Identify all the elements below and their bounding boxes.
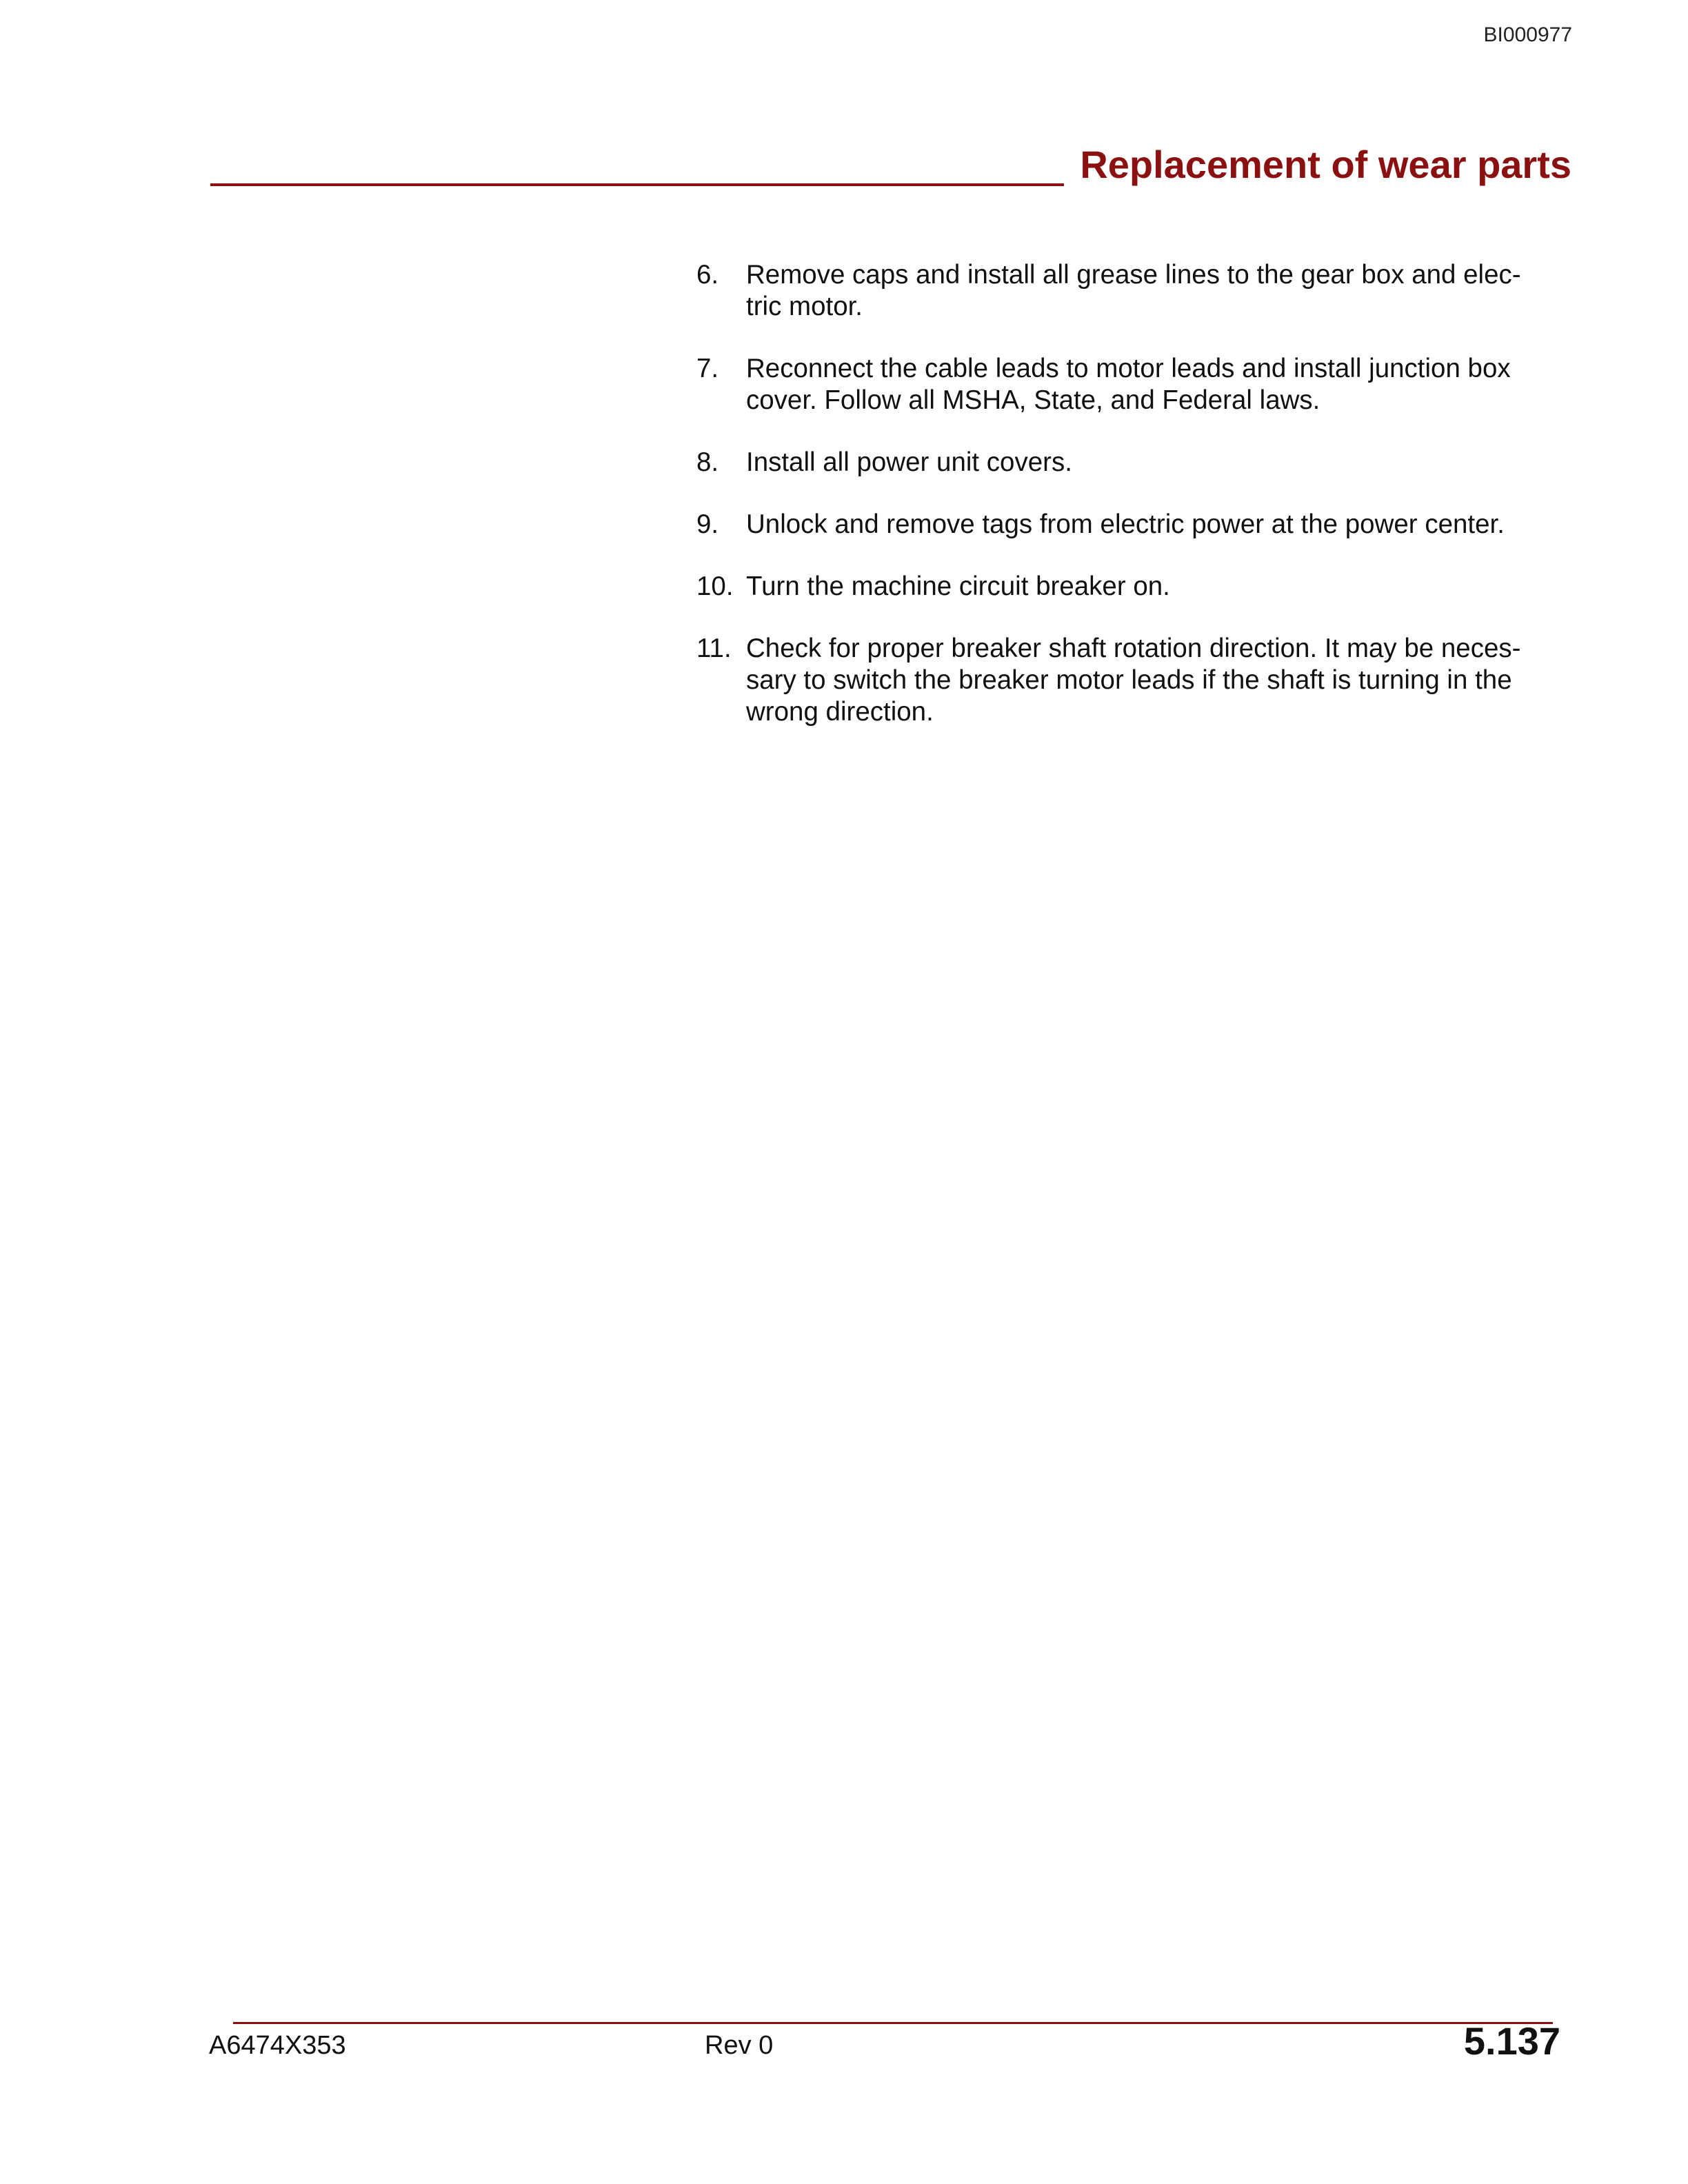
step-number: 8. [696, 447, 719, 477]
list-item [696, 571, 1567, 603]
step-number: 7. [696, 354, 719, 383]
step-number: 11. [696, 634, 732, 663]
step-text: Unlock and remove tags from electric power at the power center. [746, 509, 1505, 539]
step-text: Install all power unit covers. [746, 447, 1072, 477]
page-number: 5.137 [1463, 2019, 1560, 2063]
step-text: Check for proper breaker shaft rotation direction. It may be neces- sary to switch the breaker motor leads if the shaft is turning in the wrong direction. [746, 634, 1521, 727]
section-title: Replacement of wear parts [1080, 143, 1571, 186]
list-item [696, 353, 1567, 416]
footer-rule [233, 2022, 1553, 2024]
list-item [696, 509, 1567, 540]
step-number: 10. [696, 572, 734, 601]
list-item [696, 259, 1567, 323]
list-item [696, 633, 1567, 728]
steps-list [696, 259, 1567, 758]
document-id: BI000977 [1483, 23, 1572, 46]
step-text: Reconnect the cable leads to motor leads and install junction box cover. Follow all MSHA, State, and Federal laws. [746, 354, 1511, 415]
header-rule [210, 183, 1064, 186]
list-item [696, 447, 1567, 478]
footer-doc-number: A6474X353 [209, 2031, 346, 2060]
step-text: Remove caps and install all grease lines to the gear box and elec- tric motor. [746, 260, 1521, 321]
step-text: Turn the machine circuit breaker on. [746, 572, 1170, 601]
footer-revision: Rev 0 [705, 2031, 774, 2060]
step-number: 6. [696, 260, 719, 290]
step-number: 9. [696, 509, 719, 539]
